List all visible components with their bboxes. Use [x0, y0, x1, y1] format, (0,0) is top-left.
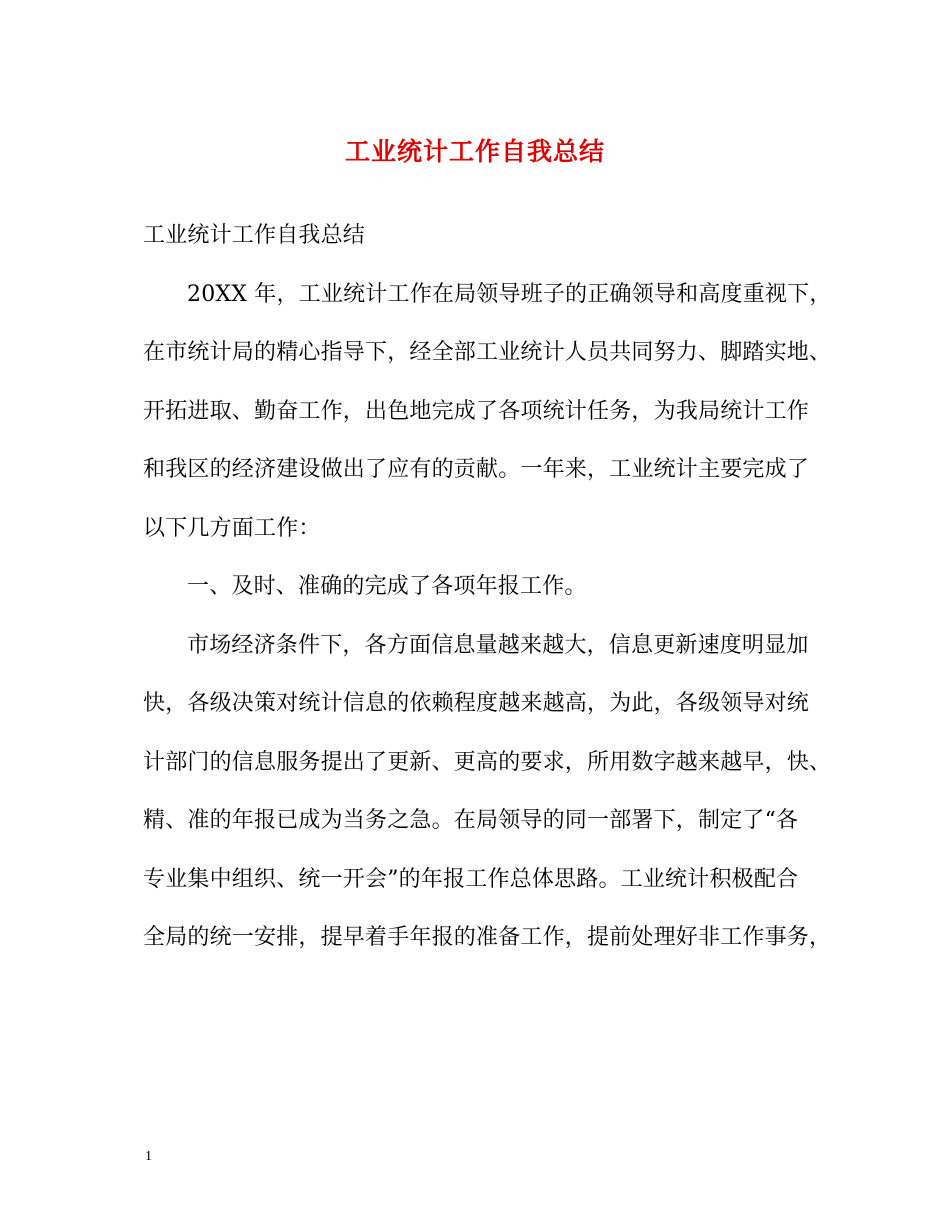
- body-line: 计部门的信息服务提出了更新、更高的要求，所用数字越来越早，快、: [143, 749, 832, 775]
- body-line: 工业统计工作自我总结: [143, 223, 366, 248]
- body-line: 在市统计局的精心指导下，经全部工业统计人员共同努力、脚踏实地、: [143, 340, 832, 365]
- body-line: 开拓进取、勤奋工作，出色地完成了各项统计任务，为我局统计工作: [143, 398, 810, 424]
- body-line: 和我区的经济建设做出了应有的贡献。一年来，工业统计主要完成了: [143, 457, 810, 482]
- body-line: 一、及时、准确的完成了各项年报工作。: [187, 574, 587, 599]
- document-body: [143, 214, 832, 975]
- body-line: 精、准的年报已成为当务之急。在局领导的同一部署下，制定了“各: [143, 808, 799, 833]
- page-number: 1: [145, 1149, 152, 1164]
- body-line: 专业集中组织、统一开会”的年报工作总体思路。工业统计积极配合: [143, 866, 799, 892]
- document-title: 工业统计工作自我总结: [344, 137, 605, 166]
- body-line: 快，各级决策对统计信息的依赖程度越来越高，为此，各级领导对统: [143, 691, 810, 716]
- body-line: 市场经济条件下，各方面信息量越来越大，信息更新速度明显加: [187, 632, 809, 658]
- body-line: 20XX 年，工业统计工作在局领导班子的正确领导和高度重视下，: [187, 281, 832, 307]
- body-line: 以下几方面工作：: [143, 515, 321, 541]
- body-line: 全局的统一安排，提早着手年报的准备工作，提前处理好非工作事务，: [143, 925, 832, 950]
